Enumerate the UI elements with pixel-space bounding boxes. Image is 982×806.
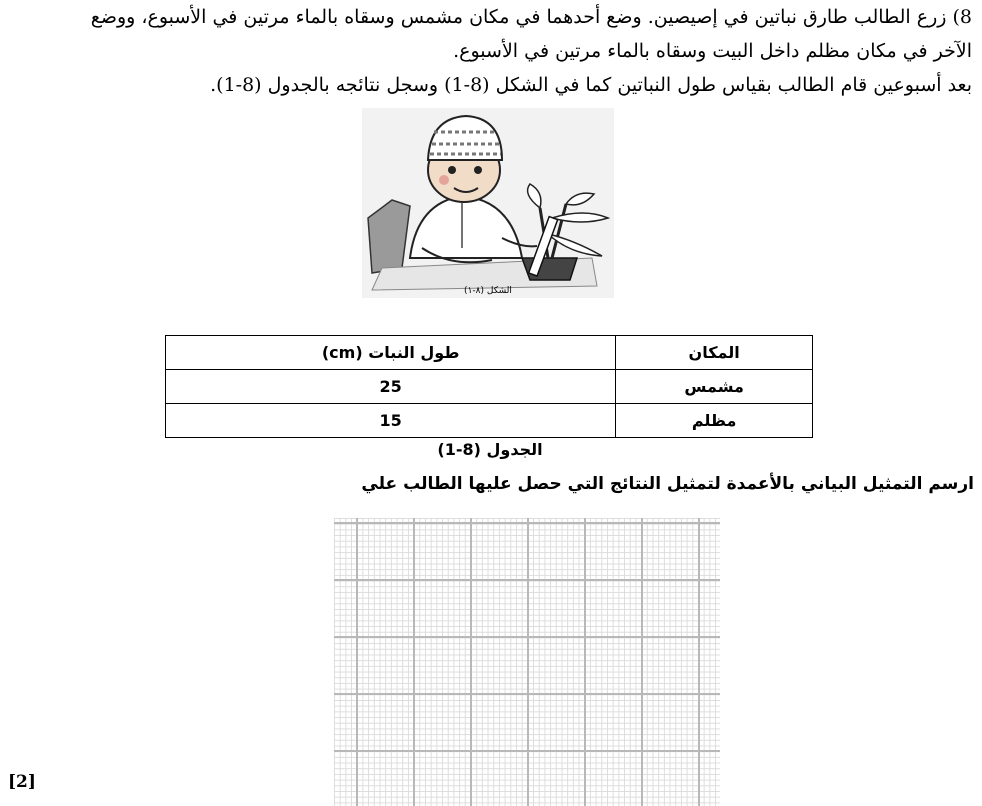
graph-paper-grid[interactable] xyxy=(334,518,720,806)
boy-measuring-plant-illustration xyxy=(362,108,614,298)
table-cell-place: مشمس xyxy=(616,370,813,404)
table-row xyxy=(166,404,813,438)
figure-boy-plant xyxy=(362,108,614,298)
table-row xyxy=(166,370,813,404)
table-header-place: المكان xyxy=(616,336,813,370)
table-header-length: طول النبات (cm) xyxy=(166,336,616,370)
question-line-2: الآخر في مكان مظلم داخل البيت وسقاه بالماء مرتين في الأسبوع. xyxy=(453,40,972,62)
question-line-1: 8) زرع الطالب طارق نباتين في إصيصين. وضع أحدهما في مكان مشمس وسقاه بالماء مرتين في الأسبوع، ووضع xyxy=(90,6,972,28)
table-caption: الجدول (8-1) xyxy=(437,440,543,459)
marks-label: [2] xyxy=(8,772,36,792)
results-table xyxy=(165,335,813,438)
question-line-3: بعد أسبوعين قام الطالب بقياس طول النباتين كما في الشكل (8-1) وسجل نتائجه بالجدول (8-1). xyxy=(210,74,972,96)
instruction-text: ارسم التمثيل البياني بالأعمدة لتمثيل النتائج التي حصل عليها الطالب علي xyxy=(361,474,974,494)
table-cell-length: 15 xyxy=(166,404,616,438)
table-header-row xyxy=(166,336,813,370)
table-cell-length: 25 xyxy=(166,370,616,404)
table-cell-place: مظلم xyxy=(616,404,813,438)
figure-caption: الشكل (٨-١) xyxy=(464,286,512,296)
question-text xyxy=(30,0,972,102)
